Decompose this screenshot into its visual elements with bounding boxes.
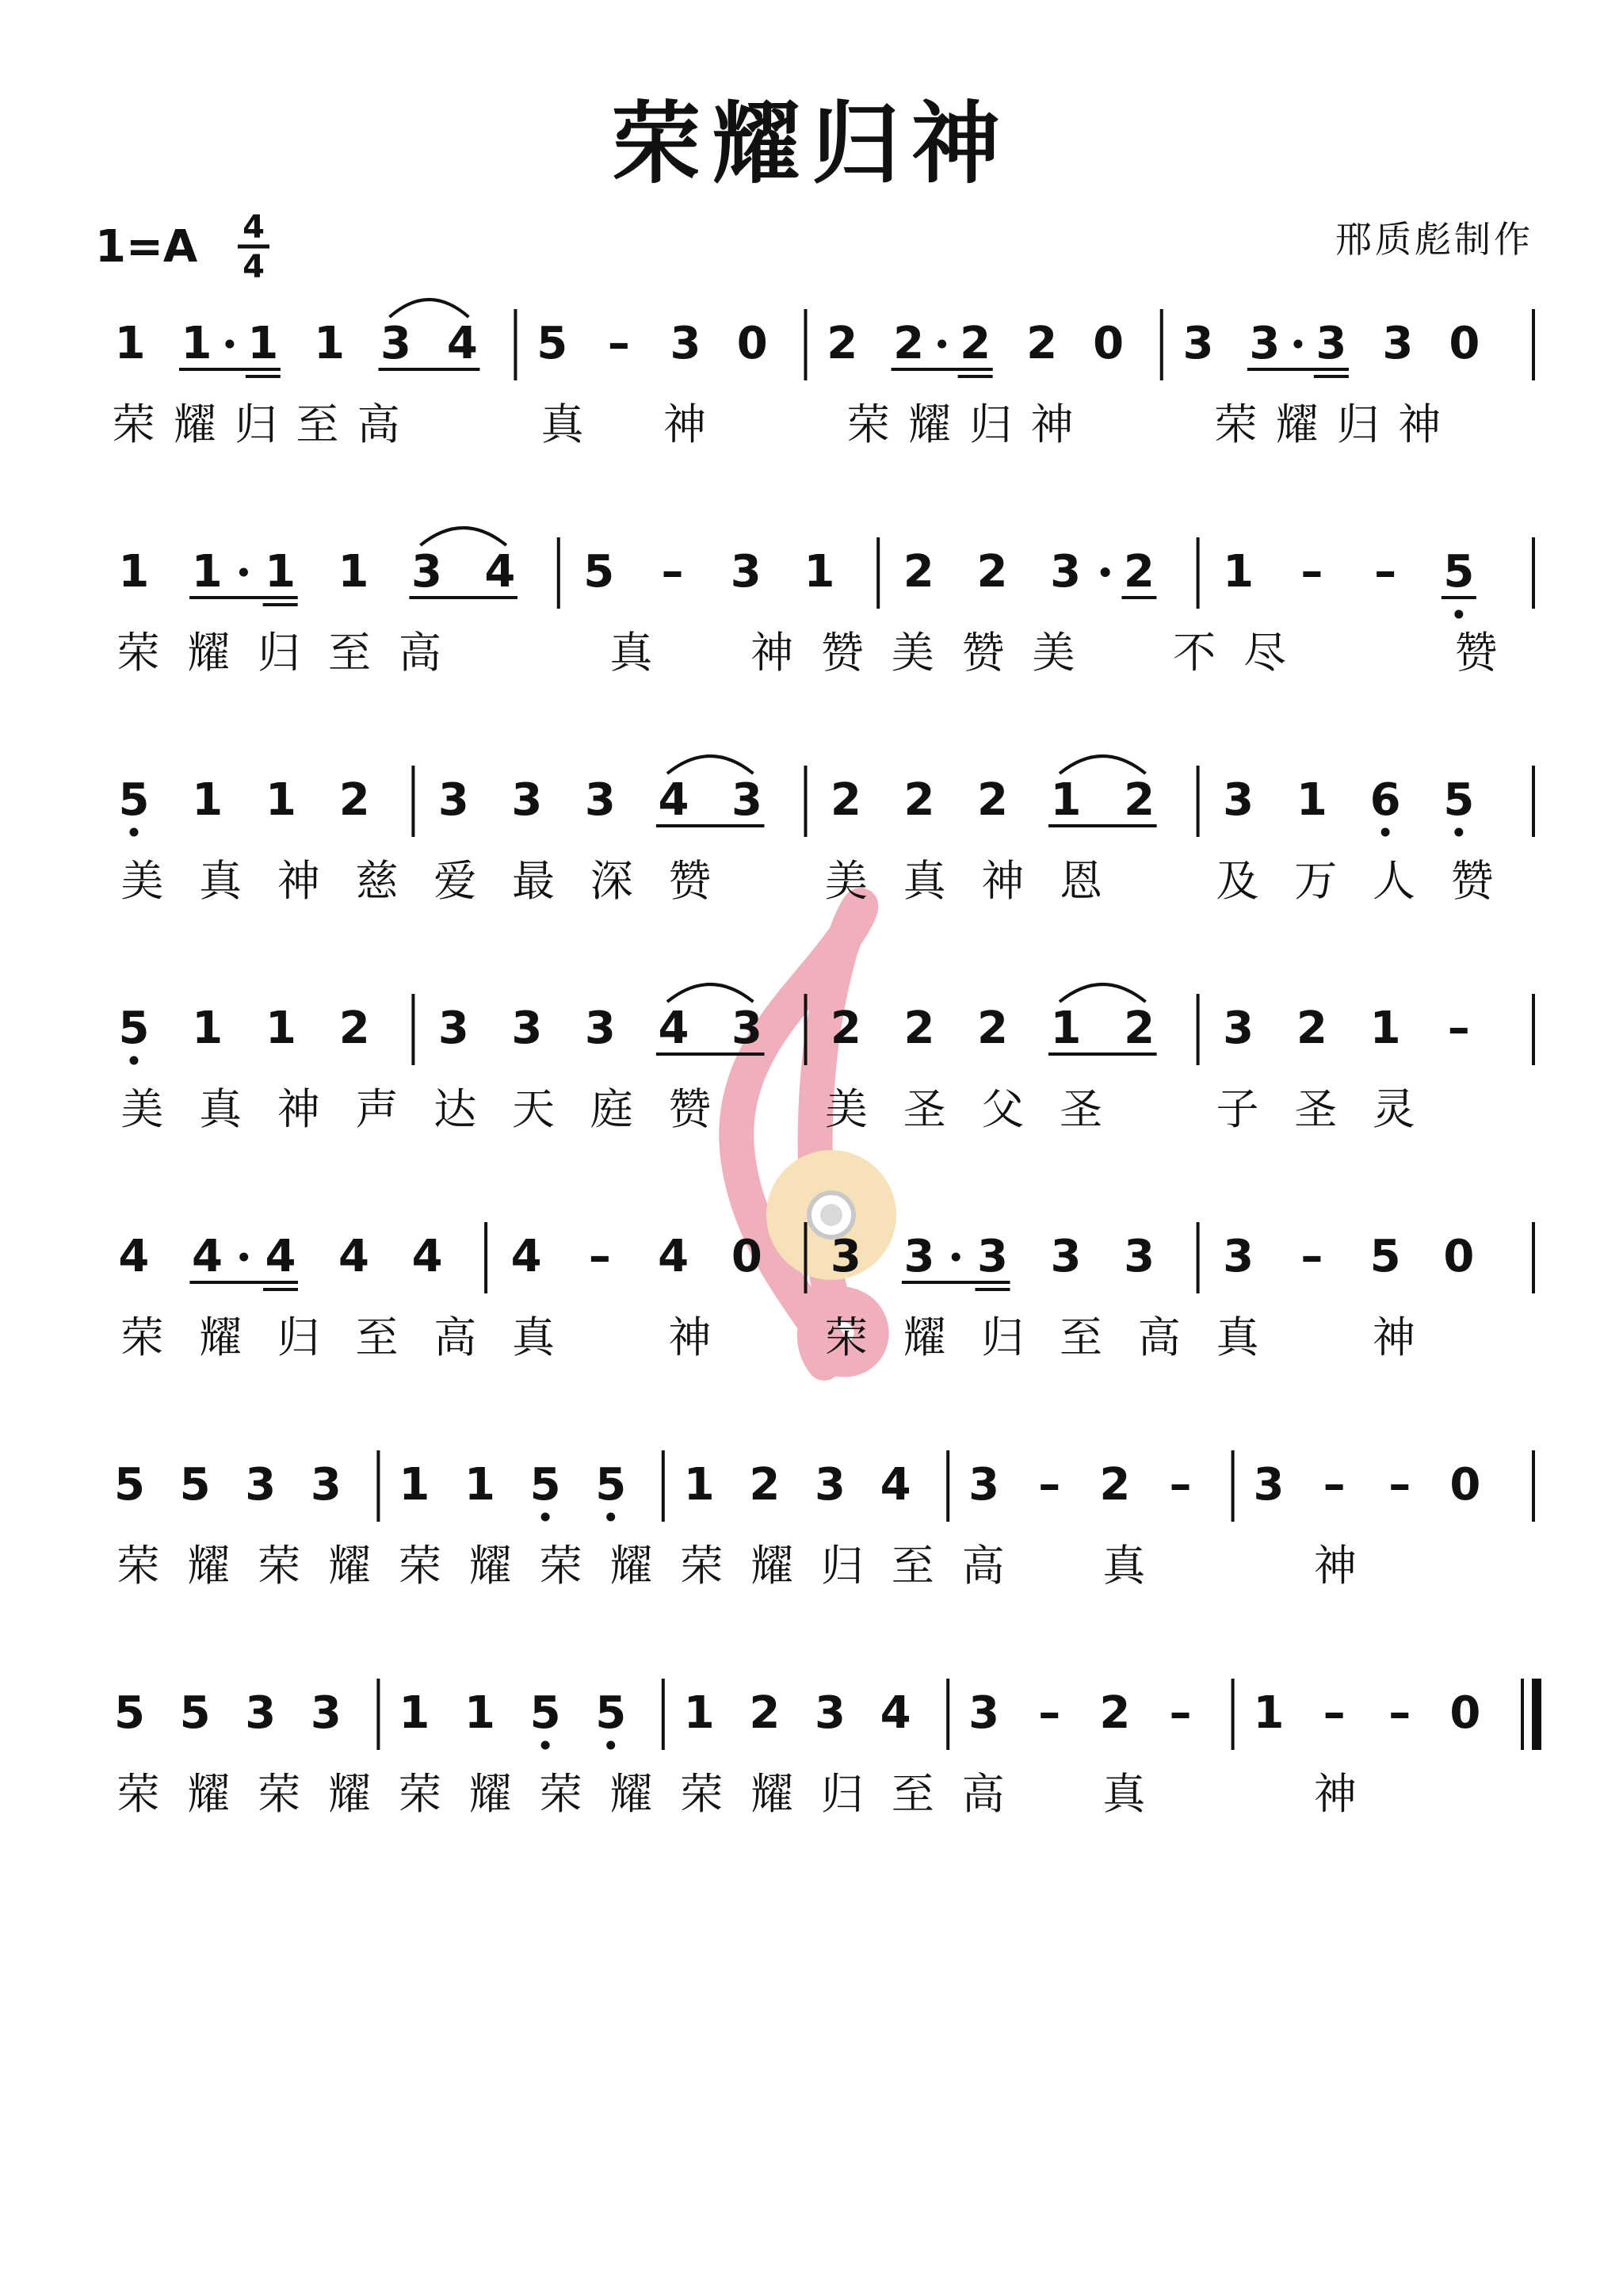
note-digit: 2 xyxy=(976,1003,1008,1054)
augmentation-dot xyxy=(1101,567,1110,577)
note-digit: 1 xyxy=(1253,1687,1285,1739)
note-digit: 5 xyxy=(113,1459,145,1511)
note-digit: 3 xyxy=(976,1231,1008,1282)
lyric-syllable: 耀 xyxy=(468,1769,512,1819)
note-digit: 2 xyxy=(1124,774,1155,826)
dash-symbol: – xyxy=(1300,1231,1323,1282)
note-digit: 3 xyxy=(814,1687,846,1739)
dash-symbol: – xyxy=(588,1231,611,1282)
note-digit: 3 xyxy=(1382,318,1414,369)
lyric-syllable: 神 xyxy=(1398,399,1442,449)
note-digit: 6 xyxy=(1369,774,1401,826)
lyric-syllable: 真 xyxy=(609,628,653,678)
note-digit: 4 xyxy=(658,1003,689,1054)
lyric-syllable: 耀 xyxy=(750,1541,794,1591)
lyric-syllable: 荣 xyxy=(116,1769,160,1819)
note-digit: 3 xyxy=(1182,318,1214,369)
note-digit: 3 xyxy=(731,774,762,826)
dash-symbol: – xyxy=(1388,1687,1411,1739)
note-digit: 3 xyxy=(1223,1003,1254,1054)
note-digit: 3 xyxy=(1223,774,1254,826)
lyric-syllable: 神 xyxy=(1313,1541,1357,1591)
arranger-credit: 邢质彪制作 xyxy=(1335,218,1533,261)
note-digit: 1 xyxy=(192,1003,223,1054)
lyric-syllable: 美 xyxy=(120,856,164,906)
slur-tie xyxy=(1060,756,1146,774)
note-digit: 4 xyxy=(510,1231,542,1282)
lyric-syllable: 美 xyxy=(891,628,934,678)
lyric-syllable: 耀 xyxy=(750,1769,794,1819)
lyric-syllable: 荣 xyxy=(824,1312,868,1362)
lyric-syllable: 神 xyxy=(277,1084,320,1134)
note-digit: 1 xyxy=(464,1459,495,1511)
note-digit: 3 xyxy=(584,774,616,826)
lyric-syllable: 荣 xyxy=(846,399,890,449)
slur-tie xyxy=(420,528,506,545)
note-digit: 1 xyxy=(1050,1003,1082,1054)
lyric-syllable: 赞 xyxy=(1454,628,1498,678)
note-digit: 2 xyxy=(976,546,1008,598)
note-digit: 5 xyxy=(537,318,568,369)
lyric-syllable: 归 xyxy=(820,1541,864,1591)
lyric-syllable: 高 xyxy=(961,1769,1005,1819)
note-digit: 3 xyxy=(511,774,543,826)
note-digit: 3 xyxy=(1316,318,1347,369)
note-digit: 2 xyxy=(830,1003,861,1054)
note-digit: 4 xyxy=(411,1231,443,1282)
note-digit: 1 xyxy=(683,1687,715,1739)
time-signature-top: 4 xyxy=(242,209,265,246)
score-system xyxy=(114,1450,1533,1591)
note-digit: 5 xyxy=(1443,546,1475,598)
lyric-syllable: 荣 xyxy=(116,1541,160,1591)
note-digit: 5 xyxy=(113,1687,145,1739)
note-digit: 1 xyxy=(265,1003,296,1054)
note-digit: 3 xyxy=(731,1003,762,1054)
note-digit: 4 xyxy=(658,774,689,826)
lyric-syllable: 美 xyxy=(120,1084,164,1134)
lyric-syllable: 子 xyxy=(1216,1084,1259,1134)
lyric-syllable: 至 xyxy=(355,1312,399,1362)
note-digit: 3 xyxy=(1223,1231,1254,1282)
lyric-syllable: 赞 xyxy=(668,856,712,906)
note-digit: 3 xyxy=(903,1231,935,1282)
note-digit: 1 xyxy=(114,318,146,369)
lyric-syllable: 归 xyxy=(235,399,278,449)
lyric-syllable: 神 xyxy=(1372,1312,1415,1362)
dash-symbol: – xyxy=(1038,1459,1061,1511)
low-octave-dot xyxy=(606,1513,615,1522)
lyric-syllable: 及 xyxy=(1216,856,1259,906)
note-digit: 2 xyxy=(749,1459,781,1511)
lyric-syllable: 天 xyxy=(511,1084,555,1134)
note-digit: 3 xyxy=(814,1459,846,1511)
lyric-syllable: 真 xyxy=(1216,1312,1259,1362)
score-system xyxy=(116,528,1533,678)
lyric-syllable: 神 xyxy=(981,856,1025,906)
lyric-syllable: 耀 xyxy=(1275,399,1319,449)
low-octave-dot xyxy=(1454,828,1463,837)
score-system xyxy=(113,300,1533,449)
note-digit: 5 xyxy=(1443,774,1475,826)
lyric-syllable: 尽 xyxy=(1243,628,1287,678)
note-digit: 4 xyxy=(880,1459,911,1511)
slur-tie xyxy=(667,984,754,1002)
note-digit: 2 xyxy=(903,774,935,826)
note-digit: 1 xyxy=(1296,774,1327,826)
note-digit: 3 xyxy=(1050,546,1082,598)
note-digit: 2 xyxy=(338,774,370,826)
lyric-syllable: 荣 xyxy=(539,1769,582,1819)
note-digit: 3 xyxy=(380,318,411,369)
lyric-syllable: 至 xyxy=(296,399,339,449)
low-octave-dot xyxy=(541,1741,550,1750)
lyric-syllable: 神 xyxy=(750,628,794,678)
lyric-syllable: 真 xyxy=(903,856,946,906)
lyric-syllable: 神 xyxy=(277,856,320,906)
lyric-syllable: 高 xyxy=(398,628,441,678)
note-digit: 3 xyxy=(1249,318,1281,369)
rest-note: 0 xyxy=(1449,1687,1481,1739)
note-digit: 3 xyxy=(584,1003,616,1054)
lyric-syllable: 恩 xyxy=(1060,856,1103,906)
lyric-syllable: 荣 xyxy=(116,628,160,678)
note-digit: 1 xyxy=(314,318,346,369)
lyric-syllable: 人 xyxy=(1372,856,1415,906)
key-signature: 1=A xyxy=(95,221,198,273)
rest-note: 0 xyxy=(736,318,768,369)
note-digit: 2 xyxy=(1099,1687,1131,1739)
lyric-syllable: 归 xyxy=(981,1312,1025,1362)
note-digit: 1 xyxy=(464,1687,495,1739)
note-digit: 2 xyxy=(827,318,858,369)
note-digit: 1 xyxy=(118,546,150,598)
lyric-syllable: 圣 xyxy=(1294,1084,1338,1134)
note-digit: 1 xyxy=(399,1459,430,1511)
lyric-syllable: 赞 xyxy=(1450,856,1494,906)
dash-symbol: – xyxy=(1300,546,1323,598)
note-digit: 3 xyxy=(670,318,701,369)
lyric-syllable: 归 xyxy=(969,399,1013,449)
lyric-syllable: 真 xyxy=(511,1312,555,1362)
lyric-syllable: 耀 xyxy=(468,1541,512,1591)
lyric-syllable: 归 xyxy=(820,1769,864,1819)
lyric-syllable: 美 xyxy=(824,1084,868,1134)
lyric-syllable: 不 xyxy=(1173,628,1216,678)
dash-symbol: – xyxy=(1169,1687,1192,1739)
note-digit: 3 xyxy=(968,1687,1000,1739)
dash-symbol: – xyxy=(1169,1459,1192,1511)
note-digit: 3 xyxy=(411,546,442,598)
note-digit: 1 xyxy=(804,546,835,598)
lyric-syllable: 高 xyxy=(433,1312,477,1362)
dash-symbol: – xyxy=(1447,1003,1470,1054)
rest-note: 0 xyxy=(1093,318,1125,369)
lyric-syllable: 美 xyxy=(824,856,868,906)
note-digit: 3 xyxy=(511,1003,543,1054)
dash-symbol: – xyxy=(1388,1459,1411,1511)
slur-tie xyxy=(667,756,754,774)
lyric-syllable: 荣 xyxy=(398,1769,441,1819)
note-digit: 4 xyxy=(484,546,516,598)
dash-symbol: – xyxy=(1323,1687,1346,1739)
lyric-syllable: 圣 xyxy=(903,1084,946,1134)
lyric-syllable: 归 xyxy=(277,1312,320,1362)
lyric-syllable: 至 xyxy=(1060,1312,1103,1362)
slur-tie xyxy=(390,300,469,317)
rest-note: 0 xyxy=(1449,1459,1481,1511)
note-digit: 5 xyxy=(583,546,615,598)
note-digit: 2 xyxy=(1124,1003,1155,1054)
note-digit: 2 xyxy=(830,774,861,826)
lyric-syllable: 达 xyxy=(433,1084,477,1134)
lyric-syllable: 耀 xyxy=(199,1312,242,1362)
note-digit: 5 xyxy=(595,1687,627,1739)
note-digit: 5 xyxy=(1369,1231,1401,1282)
note-digit: 4 xyxy=(118,1231,150,1282)
lyric-syllable: 耀 xyxy=(187,1541,231,1591)
low-octave-dot xyxy=(541,1513,550,1522)
lyric-syllable: 赞 xyxy=(820,628,864,678)
rest-note: 0 xyxy=(1449,318,1480,369)
low-octave-dot xyxy=(130,828,139,837)
cd-center-icon xyxy=(820,1204,842,1226)
lyric-syllable: 荣 xyxy=(680,1769,724,1819)
dash-symbol: – xyxy=(1374,546,1397,598)
note-digit: 3 xyxy=(830,1231,861,1282)
lyric-syllable: 耀 xyxy=(903,1312,946,1362)
low-octave-dot xyxy=(1381,828,1390,837)
note-digit: 1 xyxy=(1223,546,1254,598)
time-signature-bottom: 4 xyxy=(242,249,265,285)
note-digit: 3 xyxy=(1050,1231,1082,1282)
lyric-syllable: 庭 xyxy=(590,1084,633,1134)
rest-note: 0 xyxy=(731,1231,762,1282)
note-digit: 2 xyxy=(960,318,991,369)
lyric-syllable: 真 xyxy=(199,1084,242,1134)
note-digit: 1 xyxy=(1050,774,1082,826)
lyric-syllable: 归 xyxy=(1336,399,1380,449)
note-digit: 2 xyxy=(1296,1003,1327,1054)
note-digit: 1 xyxy=(265,774,296,826)
score-system xyxy=(119,756,1533,906)
note-digit: 4 xyxy=(658,1231,689,1282)
note-digit: 1 xyxy=(399,1687,430,1739)
lyric-syllable: 耀 xyxy=(609,1769,653,1819)
note-digit: 2 xyxy=(903,546,934,598)
lyric-syllable: 荣 xyxy=(680,1541,724,1591)
note-digit: 2 xyxy=(1099,1459,1131,1511)
note-digit: 4 xyxy=(446,318,478,369)
lyric-syllable: 耀 xyxy=(187,628,231,678)
lyric-syllable: 荣 xyxy=(1214,399,1258,449)
lyric-syllable: 荣 xyxy=(398,1541,441,1591)
lyric-syllable: 最 xyxy=(511,856,555,906)
note-digit: 2 xyxy=(893,318,925,369)
lyric-syllable: 神 xyxy=(1313,1769,1357,1819)
note-digit: 5 xyxy=(595,1459,627,1511)
low-octave-dot xyxy=(1454,610,1463,619)
lyric-syllable: 真 xyxy=(199,856,242,906)
lyric-syllable: 父 xyxy=(981,1084,1025,1134)
note-digit: 5 xyxy=(179,1459,211,1511)
note-digit: 5 xyxy=(179,1687,211,1739)
lyric-syllable: 高 xyxy=(1137,1312,1181,1362)
augmentation-dot xyxy=(1293,340,1302,349)
lyric-syllable: 归 xyxy=(258,628,301,678)
note-digit: 1 xyxy=(338,546,369,598)
note-digit: 4 xyxy=(191,1231,223,1282)
lyric-syllable: 荣 xyxy=(112,399,155,449)
lyric-syllable: 爱 xyxy=(433,856,477,906)
note-digit: 3 xyxy=(730,546,762,598)
note-digit: 3 xyxy=(310,1687,342,1739)
note-digit: 4 xyxy=(265,1231,296,1282)
lyric-syllable: 至 xyxy=(891,1541,934,1591)
score-system xyxy=(114,1679,1537,1819)
treble-clef-cd-watermark xyxy=(736,905,896,1363)
note-digit: 1 xyxy=(247,318,279,369)
note-digit: 3 xyxy=(245,1459,277,1511)
note-digit: 3 xyxy=(1124,1231,1155,1282)
augmentation-dot xyxy=(938,340,946,349)
augmentation-dot xyxy=(239,1253,248,1262)
lyric-syllable: 荣 xyxy=(258,1541,301,1591)
note-digit: 3 xyxy=(1253,1459,1285,1511)
lyric-syllable: 耀 xyxy=(327,1541,371,1591)
dash-symbol: – xyxy=(1038,1687,1061,1739)
note-digit: 4 xyxy=(338,1231,370,1282)
note-digit: 2 xyxy=(1123,546,1155,598)
note-digit: 1 xyxy=(683,1459,715,1511)
treble-clef-icon xyxy=(736,905,871,1363)
lyric-syllable: 圣 xyxy=(1060,1084,1103,1134)
lyric-syllable: 美 xyxy=(1032,628,1075,678)
note-digit: 3 xyxy=(310,1459,342,1511)
lyric-syllable: 真 xyxy=(1102,1541,1146,1591)
lyric-syllable: 耀 xyxy=(327,1769,371,1819)
lyric-syllable: 万 xyxy=(1294,856,1338,906)
note-digit: 2 xyxy=(338,1003,370,1054)
note-digit: 2 xyxy=(1026,318,1058,369)
note-digit: 2 xyxy=(903,1003,935,1054)
lyric-syllable: 声 xyxy=(355,1084,399,1134)
dash-symbol: – xyxy=(661,546,684,598)
dash-symbol: – xyxy=(607,318,630,369)
lyric-syllable: 赞 xyxy=(961,628,1005,678)
slur-tie xyxy=(1060,984,1146,1002)
lyric-syllable: 高 xyxy=(961,1541,1005,1591)
note-digit: 3 xyxy=(968,1459,1000,1511)
note-digit: 4 xyxy=(880,1687,911,1739)
note-digit: 3 xyxy=(437,774,469,826)
lyric-syllable: 深 xyxy=(590,856,633,906)
lyric-syllable: 真 xyxy=(540,399,584,449)
lyric-syllable: 神 xyxy=(1030,399,1074,449)
lyric-syllable: 荣 xyxy=(258,1769,301,1819)
note-digit: 3 xyxy=(245,1687,277,1739)
rest-note: 0 xyxy=(1443,1231,1475,1282)
lyric-syllable: 荣 xyxy=(120,1312,164,1362)
song-title: 荣耀归神 xyxy=(612,92,1011,196)
lyric-syllable: 耀 xyxy=(187,1769,231,1819)
lyric-syllable: 灵 xyxy=(1372,1084,1415,1134)
lyric-syllable: 神 xyxy=(668,1312,712,1362)
lyric-syllable: 神 xyxy=(663,399,706,449)
lyric-syllable: 至 xyxy=(891,1769,934,1819)
low-octave-dot xyxy=(130,1056,139,1065)
augmentation-dot xyxy=(239,568,248,577)
note-digit: 5 xyxy=(118,1003,150,1054)
note-digit: 1 xyxy=(181,318,212,369)
low-octave-dot xyxy=(606,1741,615,1750)
lyric-syllable: 荣 xyxy=(539,1541,582,1591)
lyric-syllable: 慈 xyxy=(355,856,399,906)
lyric-syllable: 耀 xyxy=(609,1541,653,1591)
note-digit: 5 xyxy=(529,1687,561,1739)
note-digit: 1 xyxy=(265,546,296,598)
augmentation-dot xyxy=(952,1253,960,1262)
lyric-syllable: 耀 xyxy=(173,399,216,449)
note-digit: 5 xyxy=(118,774,150,826)
lyric-syllable: 赞 xyxy=(668,1084,712,1134)
lyric-syllable: 高 xyxy=(357,399,400,449)
lyric-syllable: 耀 xyxy=(908,399,952,449)
dash-symbol: – xyxy=(1323,1459,1346,1511)
note-digit: 1 xyxy=(191,546,223,598)
lyric-syllable: 真 xyxy=(1102,1769,1146,1819)
note-digit: 2 xyxy=(976,774,1008,826)
augmentation-dot xyxy=(225,340,234,349)
lyric-syllable: 至 xyxy=(327,628,371,678)
note-digit: 3 xyxy=(437,1003,469,1054)
note-digit: 5 xyxy=(529,1459,561,1511)
note-digit: 1 xyxy=(192,774,223,826)
note-digit: 1 xyxy=(1369,1003,1401,1054)
note-digit: 2 xyxy=(749,1687,781,1739)
